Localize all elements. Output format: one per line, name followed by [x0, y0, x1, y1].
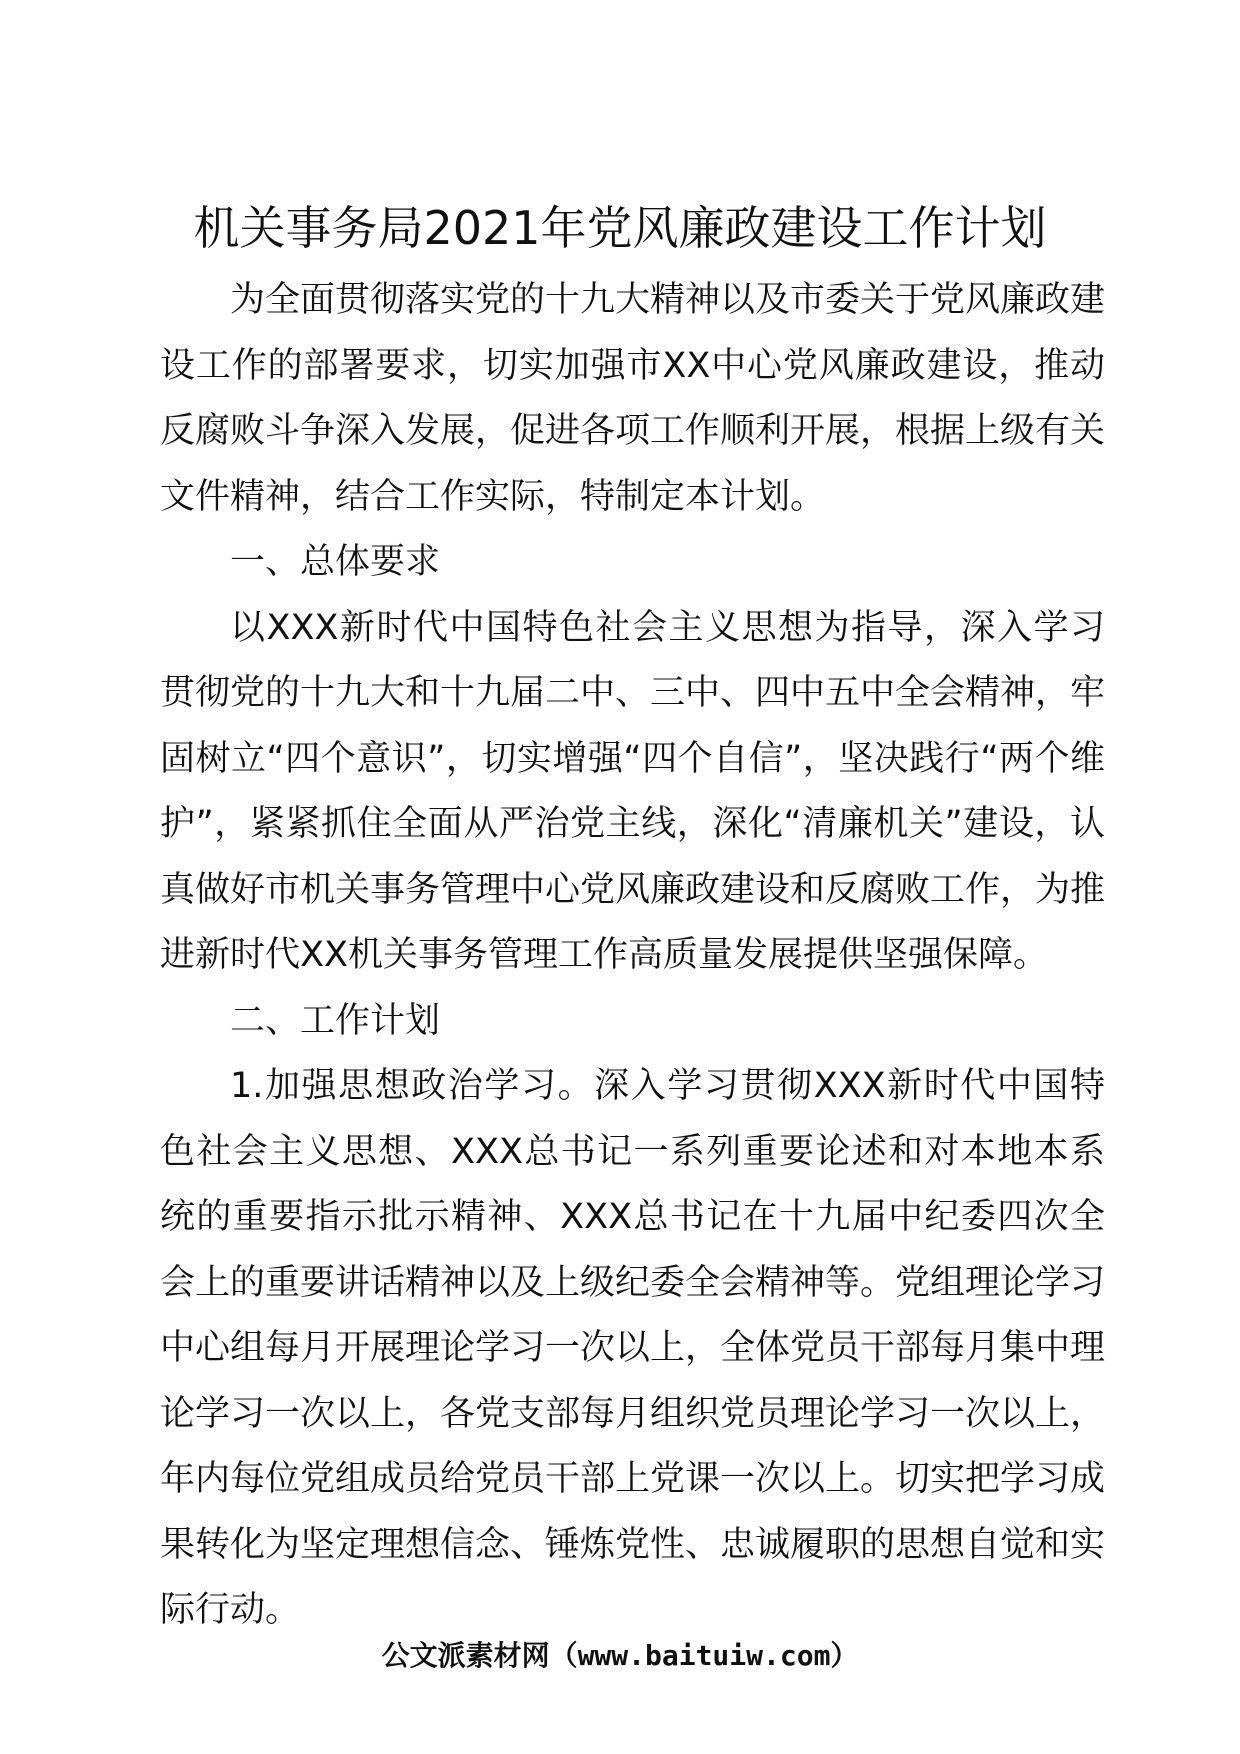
section-heading-work-plan: 二、工作计划	[230, 1000, 441, 1041]
general-requirements-paragraph: 以XXX新时代中国特色社会主义思想为指导，深入学习贯彻党的十九大和十九届二中、三中、四中五中全会精神，牢固树立“四个意识”，切实增强“四个自信”，坚决践行“两个维护”，紧紧抓住全面从严治党主线，深化“清廉机关”建设，认真做好市机关事务管理中心党风廉政建设和反腐败工作，为推进新时代XX机关事务管理工作高质量发展提供坚强保障。	[160, 607, 1106, 975]
document-title: 机关事务局2021年党风廉政建设工作计划	[193, 201, 1047, 255]
section-heading-general-requirements: 一、总体要求	[230, 542, 441, 582]
footer-watermark: 公文派素材网（www.baituiw.com）	[381, 1639, 859, 1672]
document-body	[160, 268, 1105, 1644]
intro-paragraph: 为全面贯彻落实党的十九大精神以及市委关于党风廉政建设工作的部署要求，切实加强市XX中心党风廉政建设，推动反腐败斗争深入发展，促进各项工作顺利开展，根据上级有关文件精神，结合工作实际，特制定本计划。	[160, 280, 1106, 517]
work-plan-item-1-paragraph: 1.加强思想政治学习。深入学习贯彻XXX新时代中国特色社会主义思想、XXX总书记一系列重要论述和对本地本系统的重要指示批示精神、XXX总书记在十九届中纪委四次全会上的重要讲话精神以及上级纪委全会精神等。党组理论学习中心组每月开展理论学习一次以上，全体党员干部每月集中理论学习一次以上，各党支部每月组织党员理论学习一次以上，年内每位党组成员给党员干部上党课一次以上。切实把学习成果转化为坚定理想信念、锤炼党性、忠诚履职的思想自觉和实际行动。	[160, 1066, 1106, 1630]
